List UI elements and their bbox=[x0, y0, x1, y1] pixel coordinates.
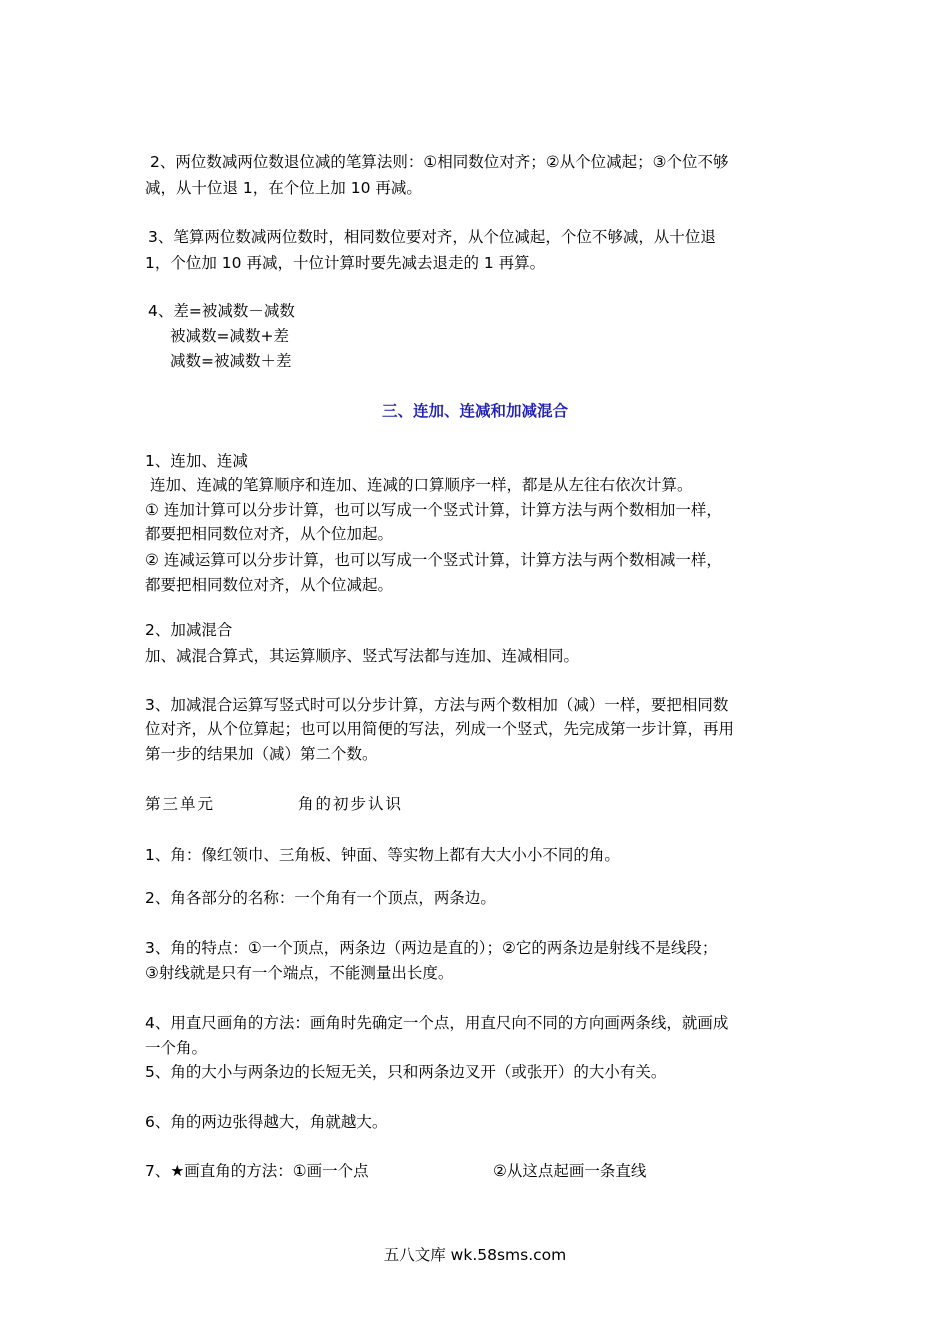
formula-difference: 4、差=被减数－减数 bbox=[148, 302, 295, 320]
angle-item-7-part-1: 7、★画直角的方法：①画一个点 bbox=[145, 1162, 369, 1180]
item-3-line-3: 第一步的结果加（减）第二个数。 bbox=[145, 745, 378, 763]
item-3-line-1: 3、加减混合运算写竖式时可以分步计算，方法与两个数相加（减）一样，要把相同数 bbox=[145, 696, 729, 714]
angle-item-5: 5、角的大小与两条边的长短无关，只和两条边叉开（或张开）的大小有关。 bbox=[145, 1063, 667, 1081]
unit-3-label: 第三单元 bbox=[145, 795, 216, 813]
item-1-line-2: ① 连加计算可以分步计算，也可以写成一个竖式计算，计算方法与两个数相加一样， bbox=[145, 501, 722, 519]
item-1-line-3: 都要把相同数位对齐，从个位加起。 bbox=[145, 525, 394, 543]
angle-item-2: 2、角各部分的名称：一个角有一个顶点，两条边。 bbox=[145, 889, 496, 907]
item-3-line-2: 位对齐，从个位算起；也可以用简便的写法，列成一个竖式，先完成第一步计算，再用 bbox=[145, 720, 735, 738]
item-2-title: 2、加减混合 bbox=[145, 621, 233, 639]
rule-2-line-1: 2、两位数减两位数退位减的笔算法则：①相同数位对齐；②从个位减起；③个位不够 bbox=[150, 153, 729, 171]
formula-subtrahend: 减数=被减数＋差 bbox=[170, 352, 292, 370]
item-1-line-5: 都要把相同数位对齐，从个位减起。 bbox=[145, 576, 394, 594]
item-1-line-1: 连加、连减的笔算顺序和连加、连减的口算顺序一样，都是从左往右依次计算。 bbox=[150, 476, 693, 494]
rule-3-line-1: 3、笔算两位数减两位数时，相同数位要对齐，从个位减起，个位不够减，从十位退 bbox=[148, 228, 716, 246]
angle-item-4-line-2: 一个角。 bbox=[145, 1039, 208, 1057]
angle-item-4-line-1: 4、用直尺画角的方法：画角时先确定一个点，用直尺向不同的方向画两条线，就画成 bbox=[145, 1014, 729, 1032]
footer-watermark: 五八文库 wk.58sms.com bbox=[383, 1246, 567, 1264]
item-1-title: 1、连加、连减 bbox=[145, 452, 248, 470]
angle-item-7-part-2: ②从这点起画一条直线 bbox=[493, 1162, 647, 1180]
rule-2-line-2: 减，从十位退 1，在个位上加 10 再减。 bbox=[145, 179, 422, 197]
item-2-line-1: 加、减混合算式，其运算顺序、竖式写法都与连加、连减相同。 bbox=[145, 647, 580, 665]
section-3-heading: 三、连加、连减和加减混合 bbox=[381, 402, 568, 420]
rule-3-line-2: 1，个位加 10 再减，十位计算时要先减去退走的 1 再算。 bbox=[145, 254, 546, 272]
item-1-line-4: ② 连减运算可以分步计算，也可以写成一个竖式计算，计算方法与两个数相减一样， bbox=[145, 551, 722, 569]
unit-3-title: 角的初步认识 bbox=[298, 795, 404, 813]
angle-item-1: 1、角：像红领巾、三角板、钟面、等实物上都有大大小小不同的角。 bbox=[145, 846, 620, 864]
angle-item-3-line-2: ③射线就是只有一个端点，不能测量出长度。 bbox=[145, 964, 454, 982]
angle-item-3-line-1: 3、角的特点：①一个顶点，两条边（两边是直的）；②它的两条边是射线不是线段； bbox=[145, 939, 718, 957]
formula-minuend: 被减数=减数+差 bbox=[170, 327, 289, 345]
angle-item-6: 6、角的两边张得越大，角就越大。 bbox=[145, 1113, 388, 1131]
